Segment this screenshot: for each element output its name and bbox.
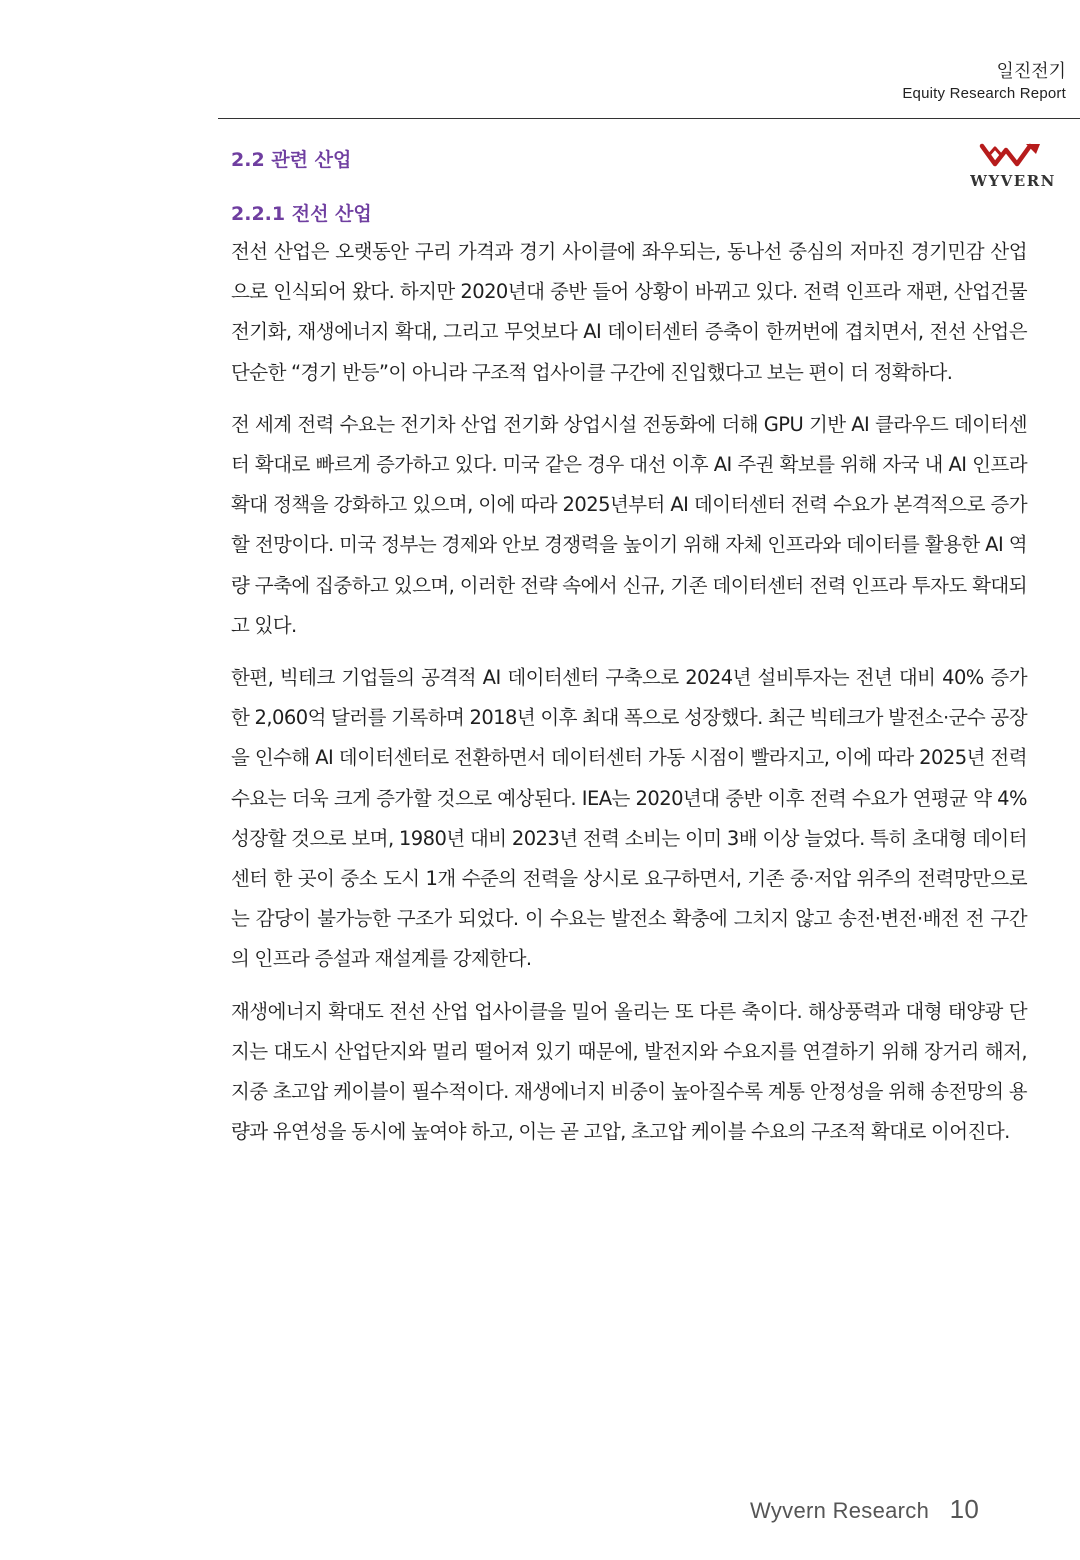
page-footer xyxy=(750,1494,979,1525)
logo-wordmark: WYVERN xyxy=(970,172,1056,190)
paragraph-4: 재생에너지 확대도 전선 산업 업사이클을 밀어 올리는 또 다른 축이다. 해상풍력과 대형 태양광 단지는 대도시 산업단지와 멀리 떨어져 있기 때문에, 발전지와 수요지를 연결하기 위해 장거리 해저, 지중 초고압 케이블이 필수적이다. 재생에너지 비중이 높아질수록 계통 안정성을 위해 송전망의 용량과 유연성을 동시에 높여야 하고, 이는 곧 고압, 초고압 케이블 수요의 구조적 확대로 이어진다. xyxy=(231,999,1027,1144)
subsection-heading: 2.2.1 전선 산업 xyxy=(231,203,372,225)
report-type: Equity Research Report xyxy=(902,85,1066,102)
body-content xyxy=(231,232,1027,1164)
footer-brand: Wyvern Research xyxy=(750,1498,930,1523)
paragraph-3: 한편, 빅테크 기업들의 공격적 AI 데이터센터 구축으로 2024년 설비투자는 전년 대비 40% 증가한 2,060억 달러를 기록하며 2018년 이후 최대 폭으로 성장했다. 최근 빅테크가 발전소·군수 공장을 인수해 AI 데이터센터로 전환하면서 데이터센터 가동 시점이 빨라지고, 이에 따라 2025년 전력 수요는 더욱 크게 증가할 것으로 예상된다. IEA는 2020년대 중반 이후 전력 수요가 연평균 약 4% 성장할 것으로 보며, 1980년 대비 2023년 전력 소비는 이미 3배 이상 늘었다. 특히 초대형 데이터센터 한 곳이 중소 도시 1개 수준의 전력을 상시로 요구하면서, 기존 중·저압 위주의 전력망만으로는 감당이 불가능한 구조가 되었다. 이 수요는 발전소 확충에 그치지 않고 송전·변전·배전 전 구간의 인프라 증설과 재설계를 강제한다. xyxy=(231,666,1027,971)
paragraph-2: 전 세계 전력 수요는 전기차 산업 전기화 상업시설 전동화에 더해 GPU 기반 AI 클라우드 데이터센터 확대로 빠르게 증가하고 있다. 미국 같은 경우 대선 이후 AI 주권 확보를 위해 자국 내 AI 인프라 확대 정책을 강화하고 있으며, 이에 따라 2025년부터 AI 데이터센터 전력 수요가 본격적으로 증가할 전망이다. 미국 정부는 경제와 안보 경쟁력을 높이기 위해 자체 인프라와 데이터를 활용한 AI 역량 구축에 집중하고 있으며, 이러한 전략 속에서 신규, 기존 데이터센터 전력 인프라 투자도 확대되고 있다. xyxy=(231,412,1027,637)
report-header xyxy=(902,60,1066,104)
wyvern-mark-icon xyxy=(978,140,1048,170)
page-number: 10 xyxy=(949,1494,980,1524)
wyvern-logo xyxy=(960,140,1066,202)
paragraph-1: 전선 산업은 오랫동안 구리 가격과 경기 사이클에 좌우되는, 동나선 중심의 저마진 경기민감 산업으로 인식되어 왔다. 하지만 2020년대 중반 들어 상황이 바뀌고 있다. 전력 인프라 재편, 산업건물 전기화, 재생에너지 확대, 그리고 무엇보다 AI 데이터센터 증축이 한꺼번에 겹치면서, 전선 산업은 단순한 “경기 반등”이 아니라 구조적 업사이클 구간에 진입했다고 보는 편이 더 정확하다. xyxy=(231,240,1027,384)
section-heading: 2.2 관련 산업 xyxy=(231,149,352,171)
company-name: 일진전기 xyxy=(996,61,1066,82)
header-divider xyxy=(218,118,1080,119)
